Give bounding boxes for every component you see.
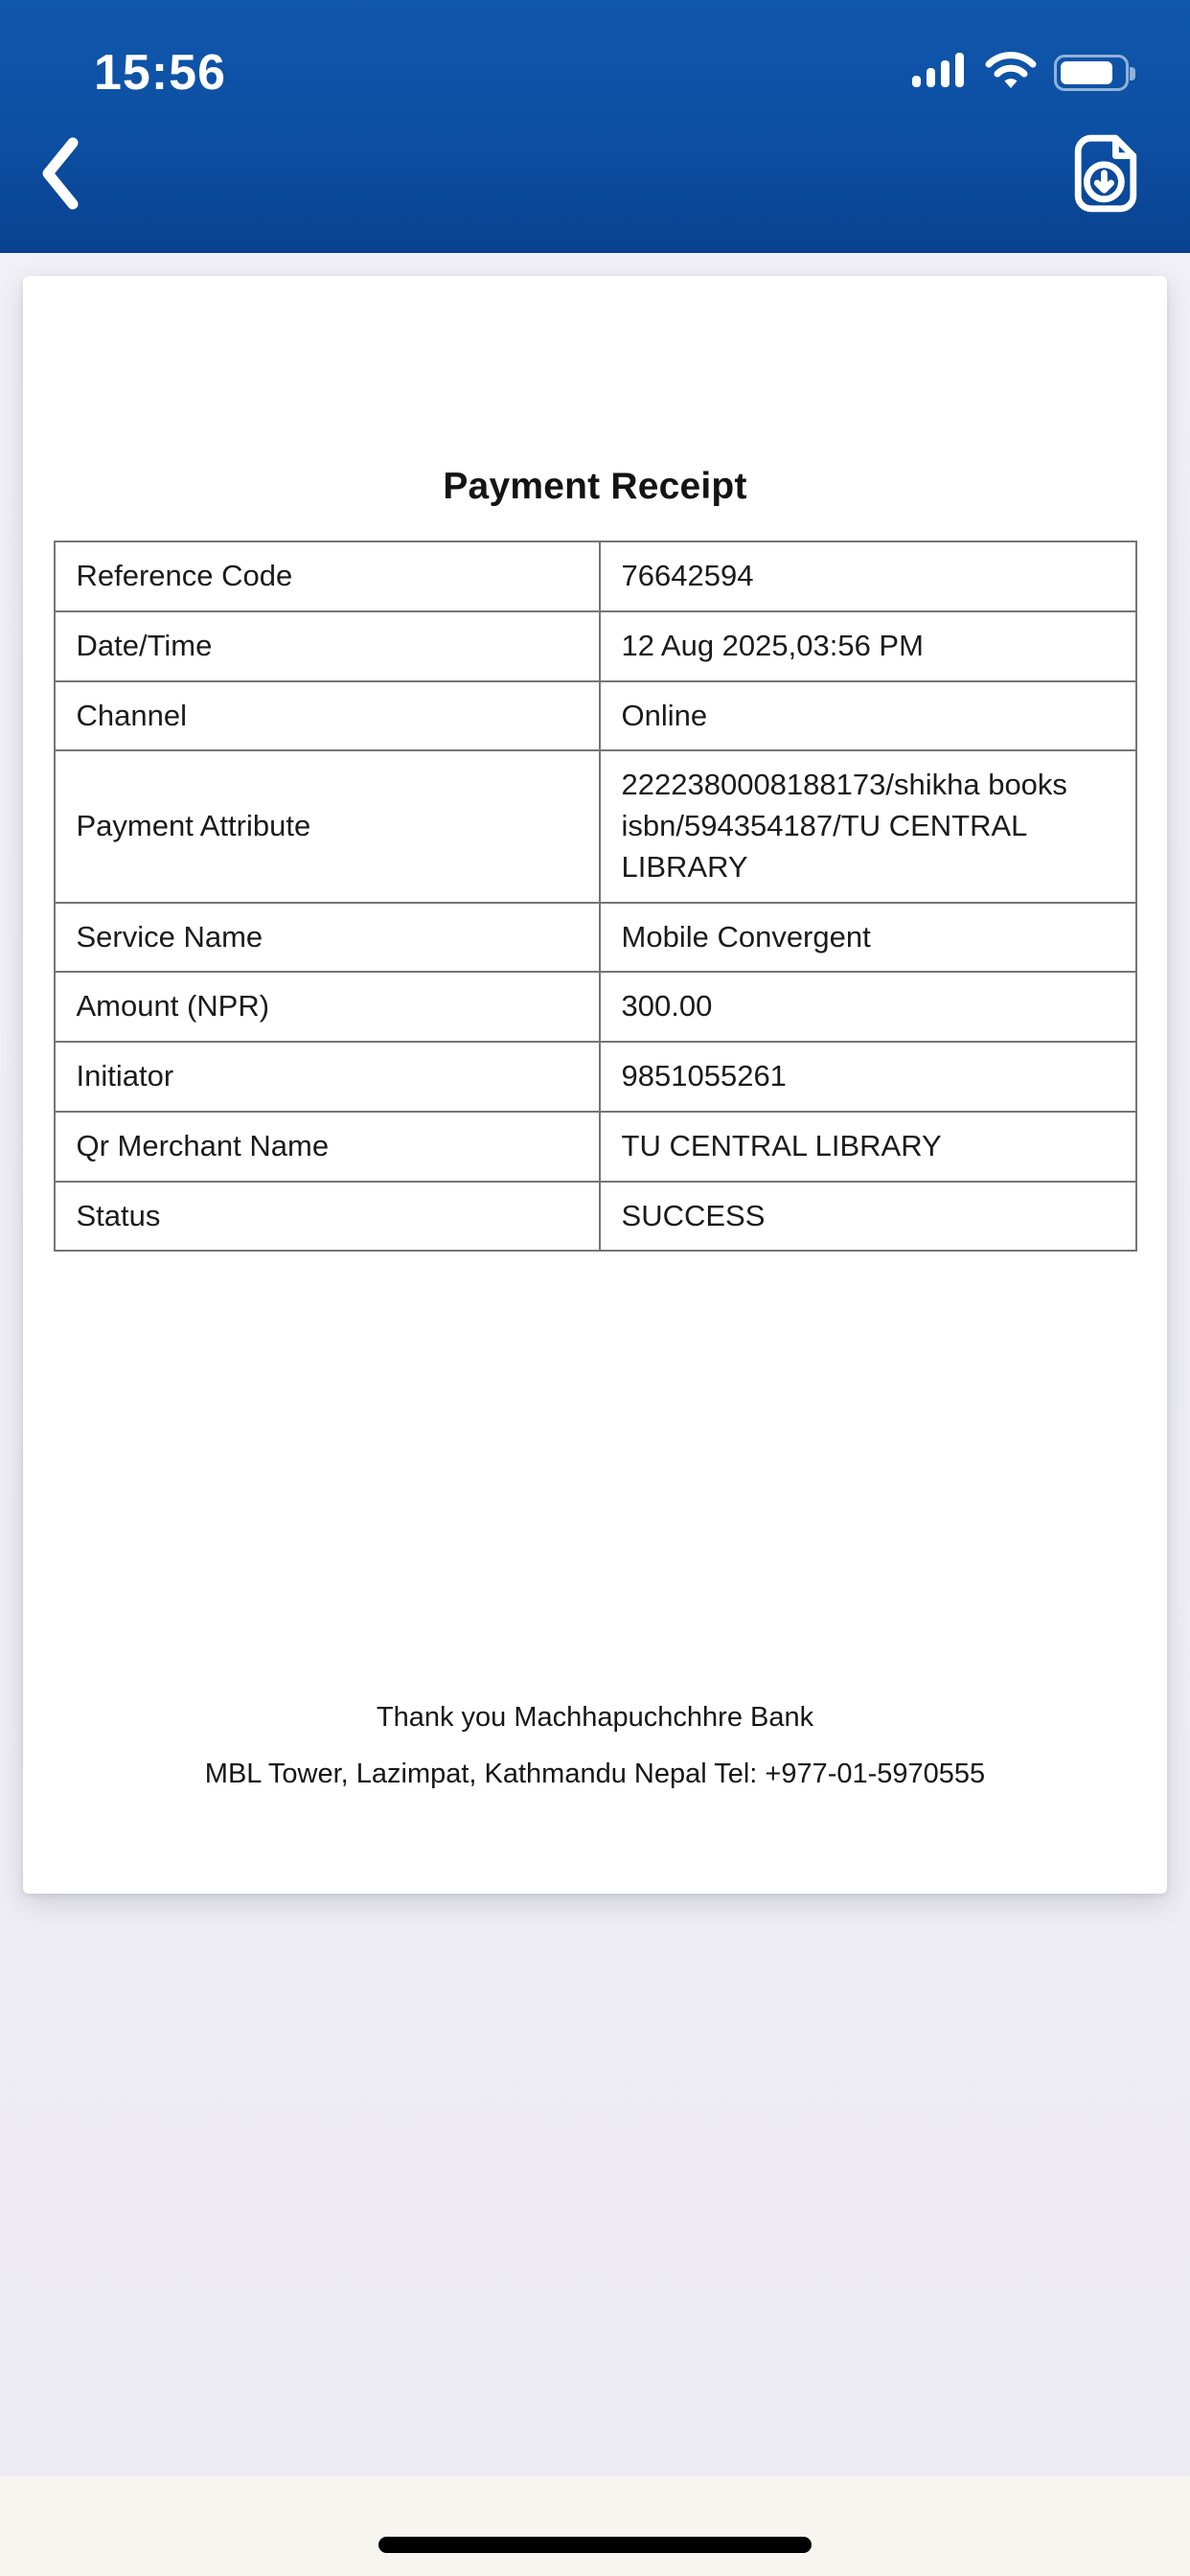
row-value: 300.00 bbox=[600, 972, 1136, 1042]
row-value: TU CENTRAL LIBRARY bbox=[600, 1112, 1136, 1182]
status-icons bbox=[912, 52, 1129, 95]
chevron-left-icon bbox=[38, 137, 82, 213]
status-time: 15:56 bbox=[94, 45, 226, 101]
row-label: Service Name bbox=[55, 903, 600, 973]
table-row bbox=[55, 903, 1136, 973]
row-label: Qr Merchant Name bbox=[55, 1112, 600, 1182]
row-value: Mobile Convergent bbox=[600, 903, 1136, 973]
row-label: Amount (NPR) bbox=[55, 972, 600, 1042]
row-value: 76642594 bbox=[600, 541, 1136, 611]
row-value: SUCCESS bbox=[600, 1182, 1136, 1252]
table-row bbox=[55, 1182, 1136, 1252]
table-row bbox=[55, 611, 1136, 681]
row-label: Payment Attribute bbox=[55, 750, 600, 902]
table-row bbox=[55, 681, 1136, 751]
row-label: Channel bbox=[55, 681, 600, 751]
receipt-table bbox=[54, 540, 1137, 1252]
table-row bbox=[55, 972, 1136, 1042]
row-value: Online bbox=[600, 681, 1136, 751]
table-row bbox=[55, 1112, 1136, 1182]
row-value: 2222380008188173/shikha books isbn/594354187/TU CENTRAL LIBRARY bbox=[600, 750, 1136, 902]
row-label: Initiator bbox=[55, 1042, 600, 1112]
receipt-footer bbox=[23, 1702, 1167, 1790]
status-bar bbox=[0, 0, 1190, 105]
receipt-card bbox=[23, 276, 1167, 1894]
battery-icon bbox=[1054, 55, 1129, 91]
document-download-icon bbox=[1060, 127, 1152, 222]
app-header bbox=[0, 0, 1190, 253]
bottom-safe-area bbox=[0, 2476, 1190, 2576]
cellular-signal-icon bbox=[912, 53, 968, 94]
row-label: Status bbox=[55, 1182, 600, 1252]
receipt-title: Payment Receipt bbox=[443, 466, 747, 507]
battery-nub bbox=[1130, 67, 1135, 80]
download-receipt-button[interactable] bbox=[1060, 127, 1152, 222]
footer-thanks-text: Thank you Machhapuchchhre Bank bbox=[376, 1702, 814, 1733]
nav-bar bbox=[0, 105, 1190, 230]
footer-address-text: MBL Tower, Lazimpat, Kathmandu Nepal Tel: +977-01-5970555 bbox=[204, 1759, 986, 1789]
table-row bbox=[55, 1042, 1136, 1112]
back-button[interactable] bbox=[38, 137, 82, 213]
row-label: Reference Code bbox=[55, 541, 600, 611]
row-value: 9851055261 bbox=[600, 1042, 1136, 1112]
row-value: 12 Aug 2025,03:56 PM bbox=[600, 611, 1136, 681]
content-area bbox=[0, 253, 1190, 2476]
table-row bbox=[55, 750, 1136, 902]
battery-fill bbox=[1061, 61, 1112, 84]
home-indicator[interactable] bbox=[378, 2537, 812, 2553]
table-row bbox=[55, 541, 1136, 611]
wifi-icon bbox=[985, 52, 1037, 95]
row-label: Date/Time bbox=[55, 611, 600, 681]
